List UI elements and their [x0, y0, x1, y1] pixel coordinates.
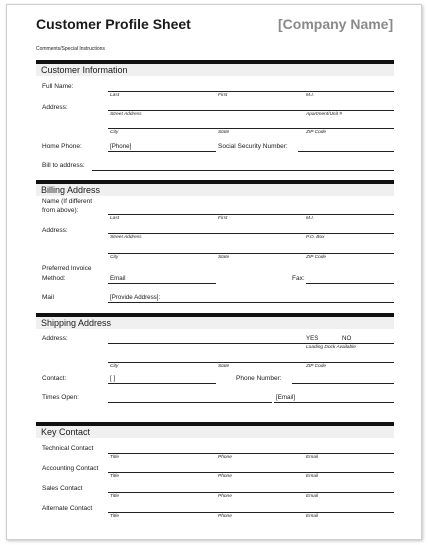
title-sublabel: Title — [110, 455, 120, 460]
mail-field[interactable] — [108, 302, 394, 303]
phone-sublabel: Phone — [218, 455, 232, 460]
state-sublabel: State — [218, 255, 230, 260]
shipping-email-field[interactable] — [274, 402, 394, 403]
loading-dock-sublabel: Loading Dock Available — [306, 345, 356, 350]
city-state-zip-field[interactable] — [108, 128, 394, 129]
contact-field[interactable] — [108, 383, 216, 384]
street-sublabel: Street Address — [110, 235, 142, 240]
mi-sublabel: M.I. — [306, 216, 314, 221]
first-sublabel: First — [218, 216, 228, 221]
email-value[interactable]: [Email] — [276, 394, 295, 401]
email-sublabel: Email — [306, 474, 318, 479]
billing-name-label-2: from above): — [42, 207, 79, 214]
zip-sublabel: ZIP Code — [306, 130, 327, 135]
phone-number-label: Phone Number: — [236, 375, 282, 382]
email-option[interactable]: Email — [110, 275, 126, 282]
home-phone-field[interactable] — [108, 151, 216, 152]
billing-name-field[interactable] — [108, 214, 394, 215]
address-label: Address: — [42, 104, 68, 111]
city-sublabel: City — [110, 364, 119, 369]
times-open-field[interactable] — [108, 402, 272, 403]
mail-label: Mail — [42, 294, 54, 301]
address-field[interactable] — [108, 110, 394, 111]
zip-sublabel: ZIP Code — [306, 255, 327, 260]
title-sublabel: Title — [110, 474, 120, 479]
ssn-field[interactable] — [298, 151, 394, 152]
phone-sublabel: Phone — [218, 474, 232, 479]
full-name-label: Full Name: — [42, 83, 74, 90]
bill-to-field[interactable] — [92, 170, 394, 171]
page-title: Customer Profile Sheet — [36, 16, 191, 32]
company-name[interactable]: [Company Name] — [278, 16, 394, 32]
no-option[interactable]: NO — [342, 335, 352, 342]
street-sublabel: Street Address — [110, 112, 142, 117]
provide-address-value[interactable]: [Provide Address]: — [110, 294, 161, 301]
billing-address-field[interactable] — [108, 233, 394, 234]
email-sublabel: Email — [306, 494, 318, 499]
section-shipping-address: Shipping Address — [36, 317, 394, 329]
shipping-address-label: Address: — [42, 335, 68, 342]
technical-contact-label: Technical Contact — [42, 445, 94, 452]
home-phone-label: Home Phone: — [42, 143, 82, 150]
fax-label: Fax: — [292, 275, 305, 282]
ssn-label: Social Security Number: — [218, 143, 288, 150]
title-sublabel: Title — [110, 514, 120, 519]
billing-name-label-1: Name (If different — [42, 198, 93, 205]
sales-contact-label: Sales Contact — [42, 485, 83, 492]
sales-contact-field[interactable] — [108, 492, 394, 493]
alternate-contact-field[interactable] — [108, 512, 394, 513]
yes-option[interactable]: YES — [306, 335, 319, 342]
billing-address-label: Address: — [42, 227, 68, 234]
first-sublabel: First — [218, 93, 228, 98]
technical-contact-field[interactable] — [108, 453, 394, 454]
city-sublabel: City — [110, 255, 119, 260]
fax-field[interactable] — [306, 283, 394, 284]
full-name-field[interactable] — [108, 91, 394, 92]
phone-value[interactable]: [Phone] — [110, 143, 132, 150]
state-sublabel: State — [218, 130, 230, 135]
last-sublabel: Last — [110, 93, 120, 98]
accounting-contact-label: Accounting Contact — [42, 465, 99, 472]
preferred-invoice-label-2: Method: — [42, 275, 66, 282]
shipping-city-state-zip-field[interactable] — [108, 362, 394, 363]
email-sublabel: Email — [306, 455, 318, 460]
phone-number-field[interactable] — [292, 383, 394, 384]
mi-sublabel: M.I. — [306, 93, 314, 98]
title-sublabel: Title — [110, 494, 120, 499]
city-sublabel: City — [110, 130, 119, 135]
contact-label: Contact: — [42, 375, 67, 382]
preferred-invoice-label-1: Preferred Invoice — [42, 265, 92, 272]
section-billing-address: Billing Address — [36, 184, 394, 196]
alternate-contact-label: Alternate Contact — [42, 505, 93, 512]
phone-sublabel: Phone — [218, 494, 232, 499]
email-sublabel: Email — [306, 514, 318, 519]
billing-city-state-zip-field[interactable] — [108, 253, 394, 254]
email-field[interactable] — [108, 283, 216, 284]
shipping-address-field[interactable] — [108, 343, 394, 344]
zip-sublabel: ZIP Code — [306, 364, 327, 369]
contact-value[interactable]: [ ] — [110, 375, 116, 382]
phone-sublabel: Phone — [218, 514, 232, 519]
state-sublabel: State — [218, 364, 230, 369]
comments-label: Comments/Special Instructions — [36, 46, 105, 52]
last-sublabel: Last — [110, 216, 120, 221]
po-box-sublabel: P.O. Box — [306, 235, 325, 240]
times-open-label: Times Open: — [42, 394, 79, 401]
section-key-contact: Key Contact — [36, 426, 394, 438]
accounting-contact-field[interactable] — [108, 472, 394, 473]
apartment-sublabel: Apartment/Unit # — [306, 112, 342, 117]
section-customer-info: Customer Information — [36, 64, 394, 76]
bill-to-label: Bill to address: — [42, 162, 85, 169]
